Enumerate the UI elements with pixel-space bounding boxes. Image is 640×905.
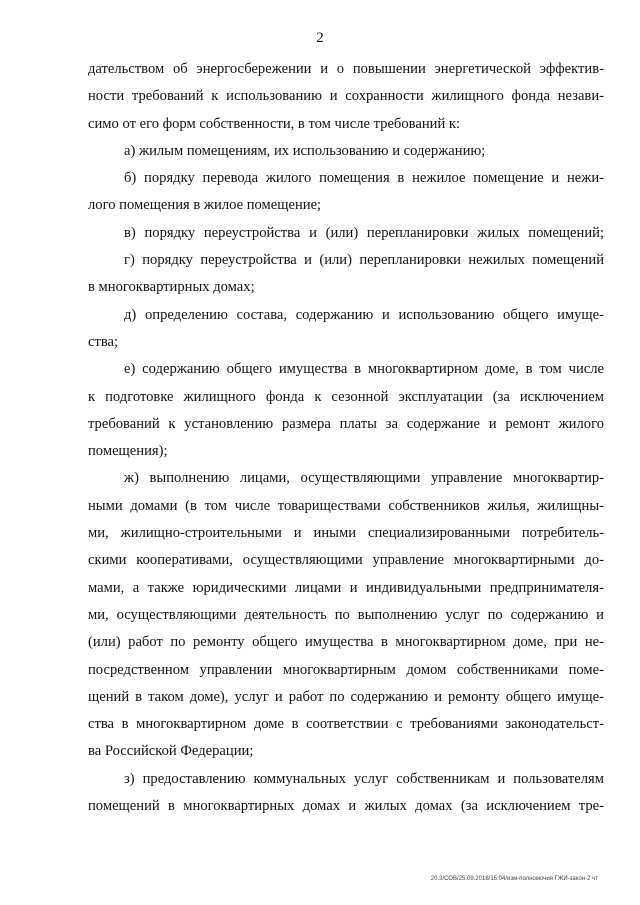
text-line: дательством об энергосбережении и о повышении энергетической эффектив- xyxy=(88,61,604,77)
text-line: ства; xyxy=(88,333,119,350)
text-line: е) содержанию общего имущества в многоквартирном доме, в том числе xyxy=(124,361,604,378)
text-line: ми, осуществляющими деятельность по выполнению услуг по содержанию и xyxy=(88,606,604,623)
text-line: помещений в многоквартирных домах и жилых домах (за исключением тре- xyxy=(88,798,604,815)
text-line: (или) работ по ремонту общего имущества в многоквартирном доме, при не- xyxy=(88,634,604,651)
text-line: требований к установлению размера платы за содержание и ремонт жилого xyxy=(88,415,604,432)
text-line: мами, а также юридическими лицами и индивидуальными предпринимателя- xyxy=(88,579,604,596)
page-number: 2 xyxy=(316,30,324,46)
text-line: в многоквартирных домах; xyxy=(88,279,255,296)
text-line: ности требований к использованию и сохранности жилищного фонда незави- xyxy=(88,88,604,105)
document-body xyxy=(88,56,604,820)
text-line: д) определению состава, содержанию и использованию общего имуще- xyxy=(124,306,604,323)
text-line: ными домами (в том числе товариществами собственников жилья, жилищны- xyxy=(88,497,604,514)
text-line: симо от его форм собственности, в том числе требований к: xyxy=(88,115,461,132)
text-line: з) предоставлению коммунальных услуг собственникам и пользователям xyxy=(124,770,604,787)
text-line: помещения); xyxy=(88,443,168,460)
text-line: в) порядку переустройства и (или) перепланировки жилых помещений; xyxy=(124,224,604,241)
text-line: ми, жилищно-строительными и иными специализированными потребитель- xyxy=(88,525,604,542)
text-line: к подготовке жилищного фонда к сезонной эксплуатации (за исключением xyxy=(88,388,604,405)
text-line: щений в таком доме), услуг и работ по содержанию и ремонту общего имуще- xyxy=(88,688,604,705)
text-line: ва Российской Федерации; xyxy=(88,743,254,760)
text-line: б) порядку перевода жилого помещения в нежилое помещение и нежи- xyxy=(124,170,604,187)
text-line: посредственном управлении многоквартирным домом собственниками поме- xyxy=(88,661,604,678)
footer-stamp: 20.3/СОВ/25.09.2018/15:04/изм-полномочия ГЖИ-закон-2 чт xyxy=(430,876,598,882)
text-line: лого помещения в жилое помещение; xyxy=(88,197,322,214)
text-line: скими кооперативами, осуществляющими управление многоквартирными до- xyxy=(88,552,604,569)
text-line: ж) выполнению лицами, осуществляющими управление многоквартир- xyxy=(124,470,604,487)
text-line: а) жилым помещениям, их использованию и содержанию; xyxy=(124,142,486,159)
text-line: ства в многоквартирном доме в соответствии с требованиями законодательст- xyxy=(88,716,604,733)
text-line: г) порядку переустройства и (или) перепланировки нежилых помещений xyxy=(124,252,604,269)
